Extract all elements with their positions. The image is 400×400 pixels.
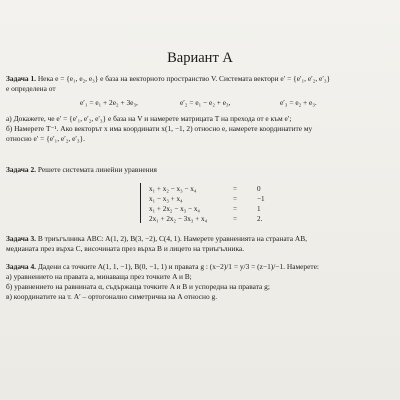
problem-1-part-b-line-1: б) Намерете T⁻¹. Ако векторът x има координати x(1, −1, 2) относно e, намерете координатите му	[6, 124, 313, 133]
problem-4-text: Дадени са точките A(1, 1, −1), B(0, −1, 1) и правата g : (x−2)/1 = y/3 = (z−1)/−1. Намерете:	[36, 262, 319, 271]
system-row-eq: =	[233, 215, 238, 223]
system-row-rhs: 1	[257, 205, 261, 213]
system-row-lhs: x₁ + 2x₂ − x₃ − x₄	[149, 205, 200, 213]
system-row-lhs: x₁ − x₃ + x₄	[149, 195, 183, 203]
problem-1-line-1	[6, 74, 396, 84]
problem-4-part-a: а) уравнението на правата a, минаваща през точките A и B;	[6, 272, 192, 281]
system-row-lhs: x₁ + x₂ − x₃ − x₄	[149, 185, 197, 193]
problem-1-line-2: е определена от	[6, 84, 56, 93]
problem-4-part-b: б) уравнението на равнината α, съдържаща точките A и B и успоредна на правата g;	[6, 282, 270, 291]
problem-3-label: Задача 3.	[6, 234, 36, 243]
system-row-eq: =	[233, 205, 238, 213]
system-row-eq: =	[233, 195, 238, 203]
system-row-eq: =	[233, 185, 238, 193]
problem-4-label: Задача 4.	[6, 262, 36, 271]
system-row-rhs: −1	[257, 195, 265, 203]
problem-3-line-1	[6, 234, 396, 244]
linear-system	[140, 183, 271, 223]
page-title: Вариант А	[167, 50, 233, 66]
problem-1-equation-2: e′₂ = e₁ − e₂ + e₃,	[180, 98, 231, 107]
system-row-lhs: 2x₁ + 2x₂ − 3x₃ + x₄	[149, 215, 208, 223]
problem-4-part-c: в) координатите на т. A′ – ортогонално симетрична на A относно g.	[6, 292, 218, 301]
problem-2-line	[6, 165, 396, 175]
problem-1-part-a: а) Докажете, че e′ = {e′₁, e′₂, e′₃} е база на V и намерете матрицата T на прехода от e към e′;	[6, 114, 292, 123]
problem-1-part-b-line-2: относно e′ = {e′₁, e′₂, e′₃}.	[6, 134, 85, 143]
problem-3-line-2: медианата през върха C, височината през върха B и лицето на триъгълника.	[6, 244, 245, 253]
system-row-rhs: 2.	[257, 215, 263, 223]
problem-1-label: Задача 1.	[6, 74, 36, 83]
problem-1-equation-3: e′₃ = e₂ + e₃.	[280, 98, 317, 107]
problem-3-text: В триъгълника ABC: A(1, 2), B(3, −2), C(4, 1). Намерете уравненията на страната AB,	[36, 234, 307, 243]
problem-1-equation-1: e′₁ = e₁ + 2e₂ + 3e₃,	[80, 98, 138, 107]
system-row-rhs: 0	[257, 185, 261, 193]
problem-1-text: Нека e = {e₁, e₂, e₃} е база на векторното пространство V. Системата вектори e′ = {e′₁, e′₂, e′₃}	[36, 74, 331, 83]
problem-2-label: Задача 2.	[6, 165, 36, 174]
problem-2-text: Решете системата линейни уравнения	[36, 165, 157, 174]
problem-4-line-1	[6, 262, 396, 272]
